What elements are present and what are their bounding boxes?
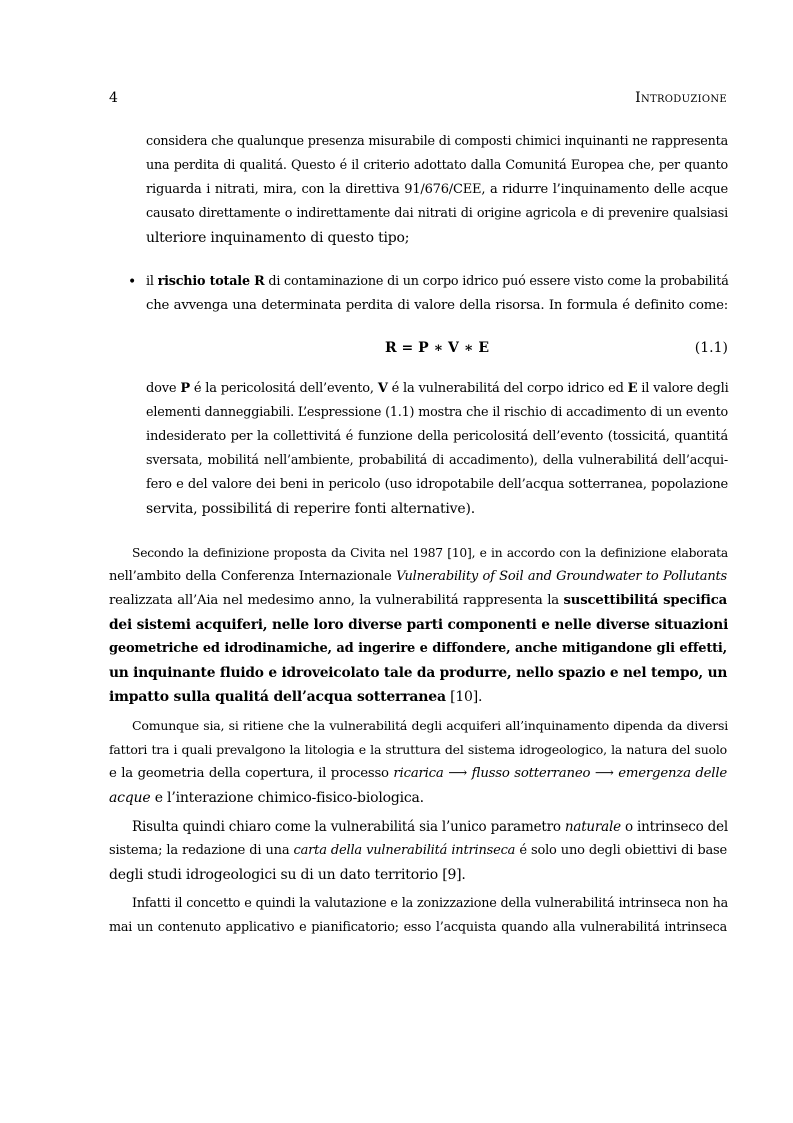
text-line: ulteriore inquinamento di questo tipo; xyxy=(146,230,410,246)
italic-term: flusso sotterraneo xyxy=(471,766,591,781)
text-line xyxy=(146,273,728,291)
arrow-icon: ⟶ xyxy=(590,766,619,781)
text-line xyxy=(109,688,727,706)
text-run: é solo uno degli obiettivi di base xyxy=(515,843,727,858)
bold-definition: un inquinante fluido e idroveicolato tale da produrre, nello spazio e nel tempo, un xyxy=(109,665,728,681)
italic-title: Vulnerability of Soil and Groundwater to Pollutants xyxy=(396,569,727,584)
bold-definition: geometriche ed idrodinamiche, ad ingerire e diffondere, anche mitigandone gli effetti, xyxy=(109,641,727,656)
text-line: causato direttamente o indirettamente dai nitrati di origine agricola e di prevenire qualsiasi xyxy=(146,206,728,221)
text-run: [10]. xyxy=(445,689,483,705)
equation xyxy=(146,340,728,360)
text-line: servita, possibilitá di reperire fonti alternative). xyxy=(146,501,475,517)
text-line: Infatti il concetto e quindi la valutazione e la zonizzazione della vulnerabilitá intrinseca non ha xyxy=(132,896,728,911)
page-header xyxy=(109,90,727,110)
text-line xyxy=(109,592,727,610)
text-line xyxy=(109,640,727,658)
text-line: degli studi idrogeologici su di un dato territorio [9]. xyxy=(109,867,466,883)
text-line: riguarda i nitrati, mira, con la direttiva 91/676/CEE, a ridurre l’inquinamento delle acque xyxy=(146,182,728,197)
page-number: 4 xyxy=(109,90,118,106)
text-run: realizzata all’Aia nel medesimo anno, la vulnerabilitá rappresenta la xyxy=(109,593,564,608)
text-line: Comunque sia, si ritiene che la vulnerabilitá degli acquiferi all’inquinamento dipenda da diversi xyxy=(132,718,728,733)
text-run: il xyxy=(146,274,158,289)
text-line xyxy=(132,818,728,836)
bold-symbol: P xyxy=(180,381,190,396)
text-line xyxy=(146,380,728,398)
running-title: Introduzione xyxy=(635,90,727,106)
text-line: che avvenga una determinata perdita di valore della risorsa. In formula é definito come: xyxy=(146,298,728,313)
text-run: Risulta quindi chiaro come la vulnerabilitá sia l’unico parametro xyxy=(132,819,565,835)
italic-term: ricarica xyxy=(393,766,444,781)
italic-term: naturale xyxy=(564,819,621,835)
bullet-icon: • xyxy=(128,274,137,290)
text-line: sversata, mobilitá nell’ambiente, probabilitá di accadimento), della vulnerabilitá dell’acqui- xyxy=(146,453,728,468)
text-line: fattori tra i quali prevalgono la litologia e la struttura del sistema idrogeologico, la natura del suolo xyxy=(109,742,727,757)
text-line: elementi danneggiabili. L’espressione (1.1) mostra che il rischio di accadimento di un evento xyxy=(146,405,728,420)
text-run: nell’ambito della Conferenza Internazionale xyxy=(109,569,397,584)
bold-definition: suscettibilitá specifica xyxy=(563,593,727,608)
bold-definition: impatto sulla qualitá dell’acqua sotterranea xyxy=(109,689,446,705)
text-run: e la geometria della copertura, il processo xyxy=(109,766,394,781)
text-line: indesiderato per la collettivitá é funzione della pericolositá dell’evento (tossicitá, quantitá xyxy=(146,429,728,444)
text-line xyxy=(109,789,727,807)
text-run: o intrinseco del xyxy=(620,819,728,835)
bold-term: rischio totale R xyxy=(157,274,265,289)
text-line xyxy=(109,616,727,634)
text-run: e l’interazione chimico-fisico-biologica. xyxy=(150,790,424,806)
text-run: é la vulnerabilitá del corpo idrico ed xyxy=(387,381,628,396)
text-line: una perdita di qualitá. Questo é il criterio adottato dalla Comunitá Europea che, per quanto xyxy=(146,158,728,173)
text-line xyxy=(109,664,727,682)
text-run: il valore degli xyxy=(637,381,729,396)
equation-expression: R = P ∗ V ∗ E xyxy=(384,340,489,356)
italic-term: carta della vulnerabilitá intrinseca xyxy=(293,843,516,858)
text-line xyxy=(109,568,727,586)
italic-term: emergenza delle xyxy=(618,766,728,781)
text-line: Secondo la definizione proposta da Civita nel 1987 [10], e in accordo con la definizione elaborata xyxy=(132,546,728,560)
text-run: di contaminazione di un corpo idrico puó essere visto come la probabilitá xyxy=(264,274,729,289)
text-run: sistema; la redazione di una xyxy=(109,843,294,858)
bold-symbol: V xyxy=(377,381,388,396)
text-line xyxy=(109,765,727,783)
arrow-icon: ⟶ xyxy=(443,766,472,781)
text-run: é la pericolositá dell’evento, xyxy=(189,381,378,396)
text-line: fero e del valore dei beni in pericolo (uso idropotabile dell’acqua sotterranea, popolazione xyxy=(146,477,728,492)
bold-symbol: E xyxy=(627,381,638,396)
text-line: considera che qualunque presenza misurabile di composti chimici inquinanti ne rappresenta xyxy=(146,134,728,149)
italic-term: acque xyxy=(109,790,151,806)
bold-definition: dei sistemi acquiferi, nelle loro diverse parti componenti e nelle diverse situazioni xyxy=(109,617,729,633)
text-run: dove xyxy=(146,381,181,396)
equation-number: (1.1) xyxy=(694,340,728,356)
text-line xyxy=(109,842,727,860)
text-line: mai un contenuto applicativo e pianificatorio; esso l’acquista quando alla vulnerabilitá intrinseca xyxy=(109,920,727,935)
